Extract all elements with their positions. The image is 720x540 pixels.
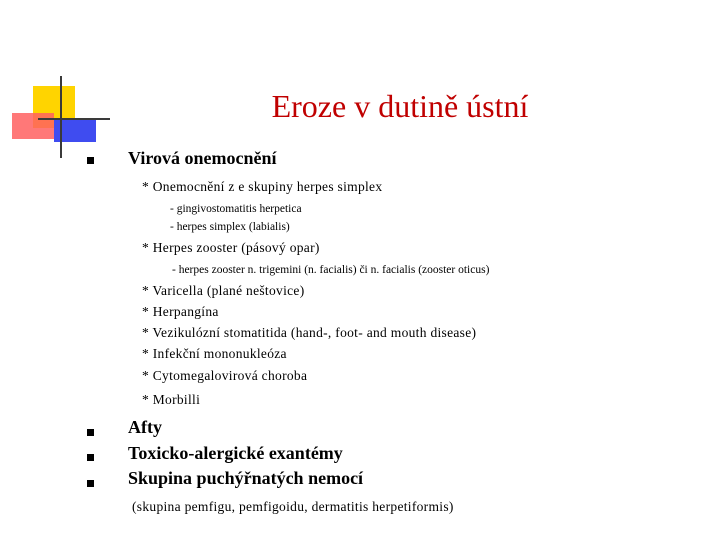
viral-item: * Vezikulózní stomatitida (hand-, foot- and mouth disease) xyxy=(142,325,477,340)
herpes-zooster: * Herpes zooster (pásový opar) xyxy=(142,240,320,255)
decor-red-square xyxy=(12,113,54,139)
slide-title: Eroze v dutině ústní xyxy=(271,88,529,124)
bullet-puchyrnate: Skupina puchýřnatých nemocí xyxy=(128,468,364,488)
herpes-simplex-group: * Onemocnění z e skupiny herpes simplex xyxy=(142,179,383,194)
bullet-exantemy: Toxicko-alergické exantémy xyxy=(128,443,343,463)
bullet-afty: Afty xyxy=(128,417,162,437)
bullet-marker xyxy=(87,429,94,436)
decor-vertical-line xyxy=(60,76,62,158)
viral-item: * Herpangína xyxy=(142,304,219,319)
bullet-marker xyxy=(87,454,94,461)
bullet-marker xyxy=(87,157,94,164)
viral-item: * Cytomegalovirová choroba xyxy=(142,368,308,383)
viral-item: * Varicella (plané neštovice) xyxy=(142,283,305,298)
bullet-marker xyxy=(87,480,94,487)
sub-item: - gingivostomatitis herpetica xyxy=(170,203,302,215)
note-text: (skupina pemfigu, pemfigoidu, dermatitis herpetiformis) xyxy=(132,499,454,514)
viral-heading: Virová onemocnění xyxy=(128,148,277,168)
viral-item: * Infekční mononukleóza xyxy=(142,346,287,361)
sub-item: - herpes simplex (labialis) xyxy=(170,221,290,233)
viral-item: * Morbilli xyxy=(142,392,201,407)
decor-horizontal-line xyxy=(38,118,110,120)
sub-item: - herpes zooster n. trigemini (n. facialis) či n. facialis (zooster oticus) xyxy=(172,264,490,276)
